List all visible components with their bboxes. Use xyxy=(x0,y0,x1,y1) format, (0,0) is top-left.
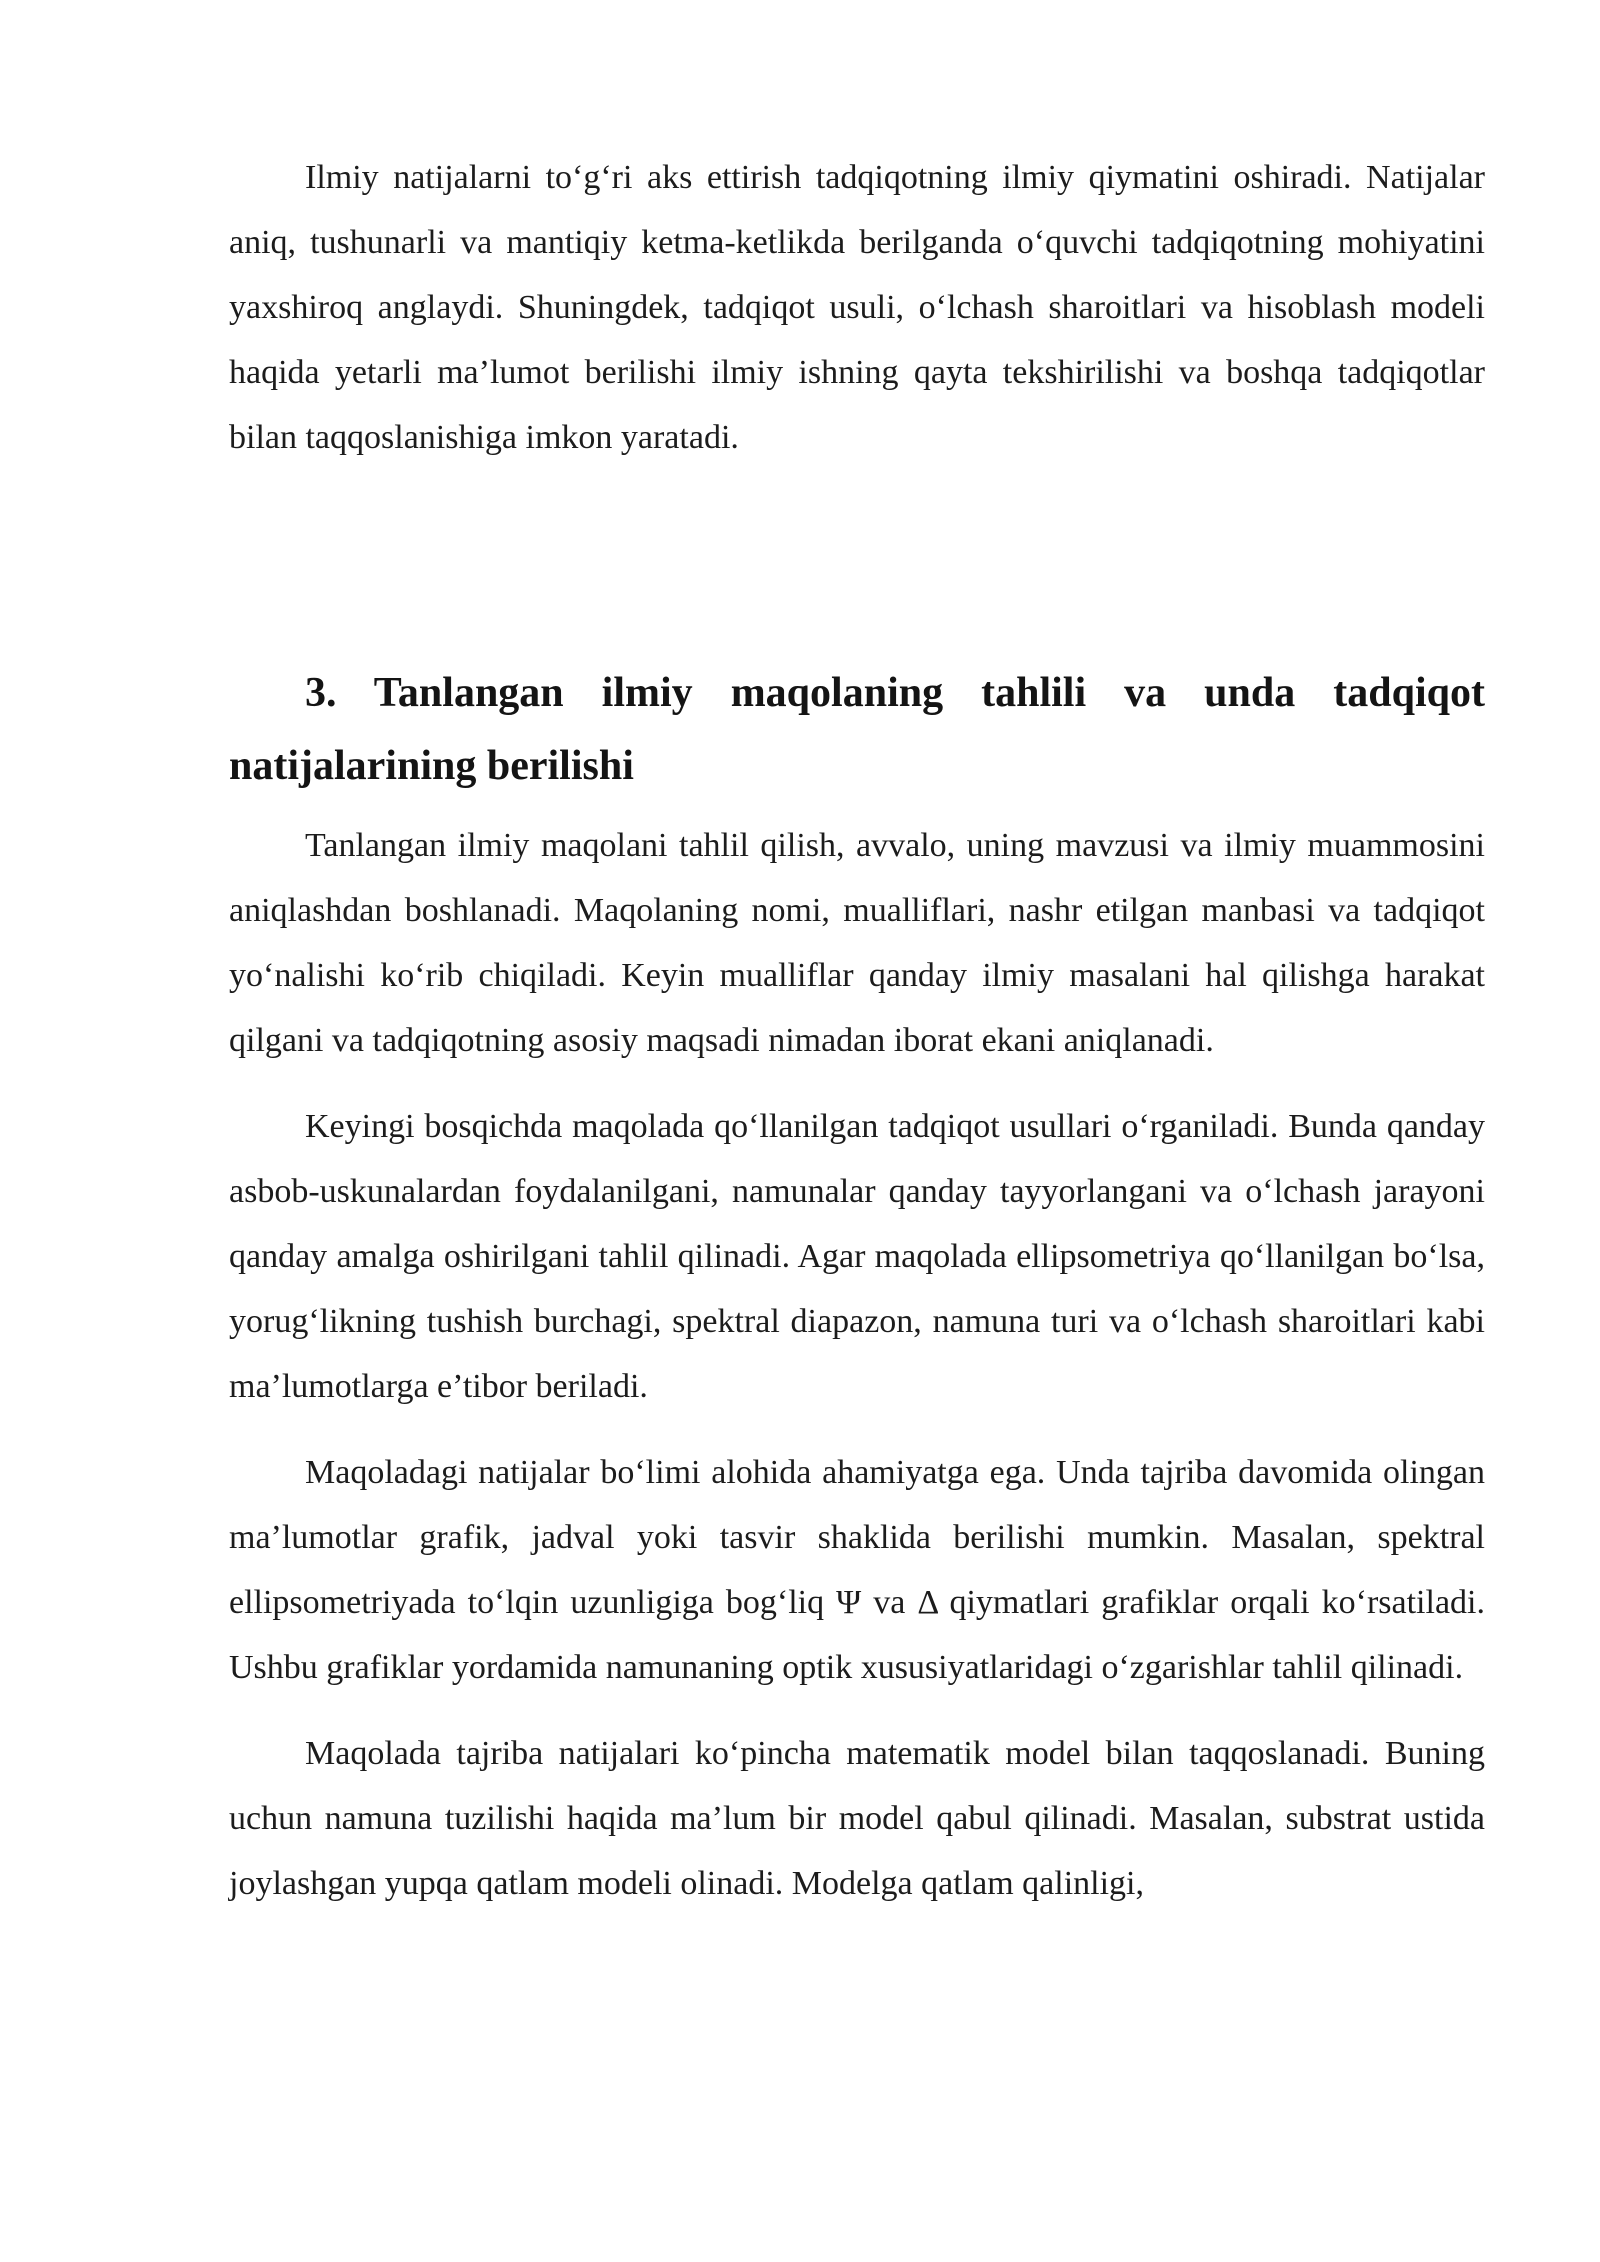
section-spacer xyxy=(229,470,1485,657)
paragraph-model-comparison: Maqolada tajriba natijalari ko‘pincha matematik model bilan taqqoslanadi. Buning uchun namuna tuzilishi haqida ma’lum bir model qabul qilinadi. Masalan, substrat ustida joylashgan yupqa qatlam modeli olinadi. Modelga qatlam qalinligi, xyxy=(229,1735,1485,1902)
paragraph-article-analysis: Tanlangan ilmiy maqolani tahlil qilish, avvalo, uning mavzusi va ilmiy muammosini aniqlashdan boshlanadi. Maqolaning nomi, mualliflari, nashr etilgan manbasi va tadqiqot yo‘nalishi ko‘rib chiqiladi. Keyin mualliflar qanday ilmiy masalani hal qilishga harakat qilgani va tadqiqotning asosiy maqsadi nimadan iborat ekani aniqlanadi. xyxy=(229,827,1485,1059)
section-heading: 3. Tanlangan ilmiy maqolaning tahlili va unda tadqiqot natijalarining berilishi xyxy=(229,670,1485,789)
paragraph-results-importance: Ilmiy natijalarni to‘g‘ri aks ettirish tadqiqotning ilmiy qiymatini oshiradi. Natijalar aniq, tushunarli va mantiqiy ketma-ketlikda berilganda o‘quvchi tadqiqotning mohiyatini yaxshiroq anglaydi. Shuningdek, tadqiqot usuli, o‘lchash sharoitlari va hisoblash modeli haqida yetarli ma’lumot berilishi ilmiy ishning qayta tekshirilishi va boshqa tadqiqotlar bilan taqqoslanishiga imkon yaratadi. xyxy=(229,159,1485,456)
paragraph-research-methods: Keyingi bosqichda maqolada qo‘llanilgan tadqiqot usullari o‘rganiladi. Bunda qanday asbob-uskunalardan foydalanilgani, namunalar qanday tayyorlangani va o‘lchash jarayoni qanday amalga oshirilgani tahlil qilinadi. Agar maqolada ellipsometriya qo‘llanilgan bo‘lsa, yorug‘likning tushish burchagi, spektral diapazon, namuna turi va o‘lchash sharoitlari kabi ma’lumotlarga e’tibor beriladi. xyxy=(229,1108,1485,1405)
paragraph-results-section: Maqoladagi natijalar bo‘limi alohida ahamiyatga ega. Unda tajriba davomida olingan ma’lumotlar grafik, jadval yoki tasvir shaklida berilishi mumkin. Masalan, spektral ellipsometriyada to‘lqin uzunligiga bog‘liq Ψ va Δ qiymatlari grafiklar orqali ko‘rsatiladi. Ushbu grafiklar yordamida namunaning optik xususiyatlaridagi o‘zgarishlar tahlil qilinadi. xyxy=(229,1454,1485,1686)
document-body xyxy=(229,145,1485,1916)
